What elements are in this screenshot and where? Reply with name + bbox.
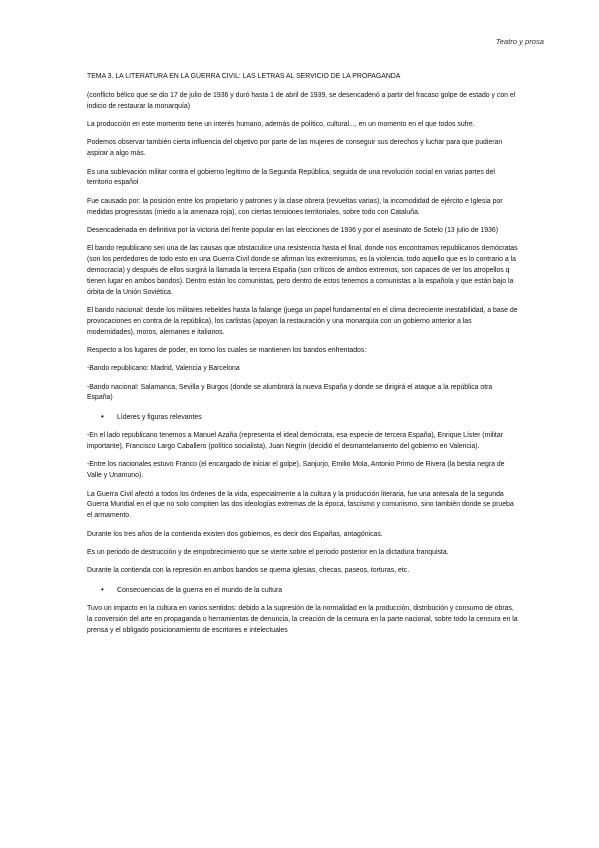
paragraph: Podemos observar también cierta influencia del objetivo por parte de las mujeres de conseguir sus derechos y luchar para que pudieran aspirar a algo más. (87, 139, 503, 158)
bullet-text: Consecuencias de la guerra en el mundo de la cultura (117, 586, 283, 594)
paragraph: Desencadenada en definitiva por la victoria del frente popular en las elecciones de 1936 y por el asesinato de Sotelo (13 julio de 1936) (87, 226, 499, 234)
paragraph: Es una sublevación militar contra el gobierno legítimo de la Segunda República, seguida de una revolución social en varias partes del territorio español (87, 168, 495, 187)
page-header: Teatro y prosa (495, 37, 544, 46)
paragraph: -En el lado republicano tenemos a Manuel Azaña (representa el ideal demócrata, esa especie de tercera España), Enrique Líster (militar importante), Francisco Largo Caballero (político socialista), Juan Negrín (decidió el desmantelamiento del gobierno en Valencia). (87, 432, 503, 451)
paragraph: -Entre los nacionales estuvo Franco (el encargado de iniciar el golpe), Sanjurjo, Emilio Mola, Antonio Primo de Rivera (la bestia negra de Valle y Unamuno). (87, 461, 505, 480)
document-body (87, 72, 519, 644)
paragraph: Tuvo un impacto en la cultura en varios sentidos: debido a la supresión de la normalidad en la producción, distribución y consumo de obras, la conversión del arte en propaganda o herramientas de denuncia, la creación de la censura en la parte nacional, sobre todo la censura en la prensa y el obligado posicionamiento de escritores e intelectuales (87, 605, 518, 634)
paragraph: La Guerra Civil afectó a todos los órdenes de la vida, especialmente a la cultura y la producción literaria, fue una antesala de la segunda Guerra Mundial en el que no solo compiten las dos ideologías extremas de la época, fascismo y comunismo, sino también donde se prueba el armamento. (87, 490, 514, 520)
bullet-item (87, 412, 519, 424)
paragraph: Fue causado por: la posición entre los propietario y patrones y la clase obrera (revueltas varias), la incomodidad de ejército e Iglesia por medidas progresistas (miedo a la amenaza roja), con ciertas tensiones territoriales, sobre todo con Cataluña. (87, 197, 503, 216)
paragraph: La producción en este momento tiene un interés humano, además de político, cultural..., en un momento en el que todos sufre. (87, 120, 475, 128)
document-title: TEMA 3. LA LITERATURA EN LA GUERRA CIVIL: LAS LETRAS AL SERVICIO DE LA PROPAGANDA (87, 73, 401, 80)
paragraph: -Bando nacional: Salamanca, Sevilla y Burgos (donde se alumbrará la nueva España y donde se dirigirá el ataque a la república otra España) (87, 383, 493, 402)
bullet-dot-icon: • (101, 411, 104, 421)
paragraph: Es un periodo de destrucción y de empobrecimiento que se vierte sobre el periodo posterior en la dictadura franquista. (87, 549, 449, 556)
bullet-text: Líderes y figuras relevantes (117, 413, 202, 421)
paragraph: Durante los tres años de la contienda existen dos gobiernos, es decir dos Españas, antagónicas. (87, 530, 383, 538)
paragraph: El bando nacional: desde los militares rebeldes hasta la falange (juega un papel fundamental en el clima decreciente inestabilidad, a base de provocaciones en contra de la república), los carlistas (apoyan la restauración y una monarquía con un gobierno anterior a las modernidades), moros, alemanes e italianos. (87, 306, 518, 336)
bullet-item (87, 585, 519, 597)
paragraph: -Bando republicano: Madrid, Valencia y Barcelona (87, 365, 240, 373)
paragraph: (conflicto bélico que se dio 17 de julio de 1936 y duró hasta 1 de abril de 1939, se desencadenó a partir del fracaso golpe de estado y con el indicio de restaurar la monarquía) (87, 91, 516, 110)
paragraph: El bando republicano seri una de las causas que obstaculice una resistencia hasta el final, donde nos encontramos republicanos demócratas (son los perdedores de todo esto en una Guerra Civil donde se afirman los extremismos, es la violencia, todo aquello que es lo contrario a la democracia) y después de ellos surgirá la llamada la tercera España (son críticos de ambos extremos, son capaces de ver los atropellos q tienen lugar en ambos bandos). Dentro están los comunistas, pero dentro de estos tenemos a comunistas a la española y que están bajo la órbita de la Unión Soviética. (87, 245, 518, 296)
paragraph: Respecto a los lugares de poder, en torno los cuales se mantienen los bandos enfrentados: (87, 346, 367, 354)
paragraph: Durante la contienda con la represión en ambos bandos se quema iglesias, checas, paseos, torturas, etc. (87, 567, 410, 575)
bullet-dot-icon: • (101, 584, 104, 594)
